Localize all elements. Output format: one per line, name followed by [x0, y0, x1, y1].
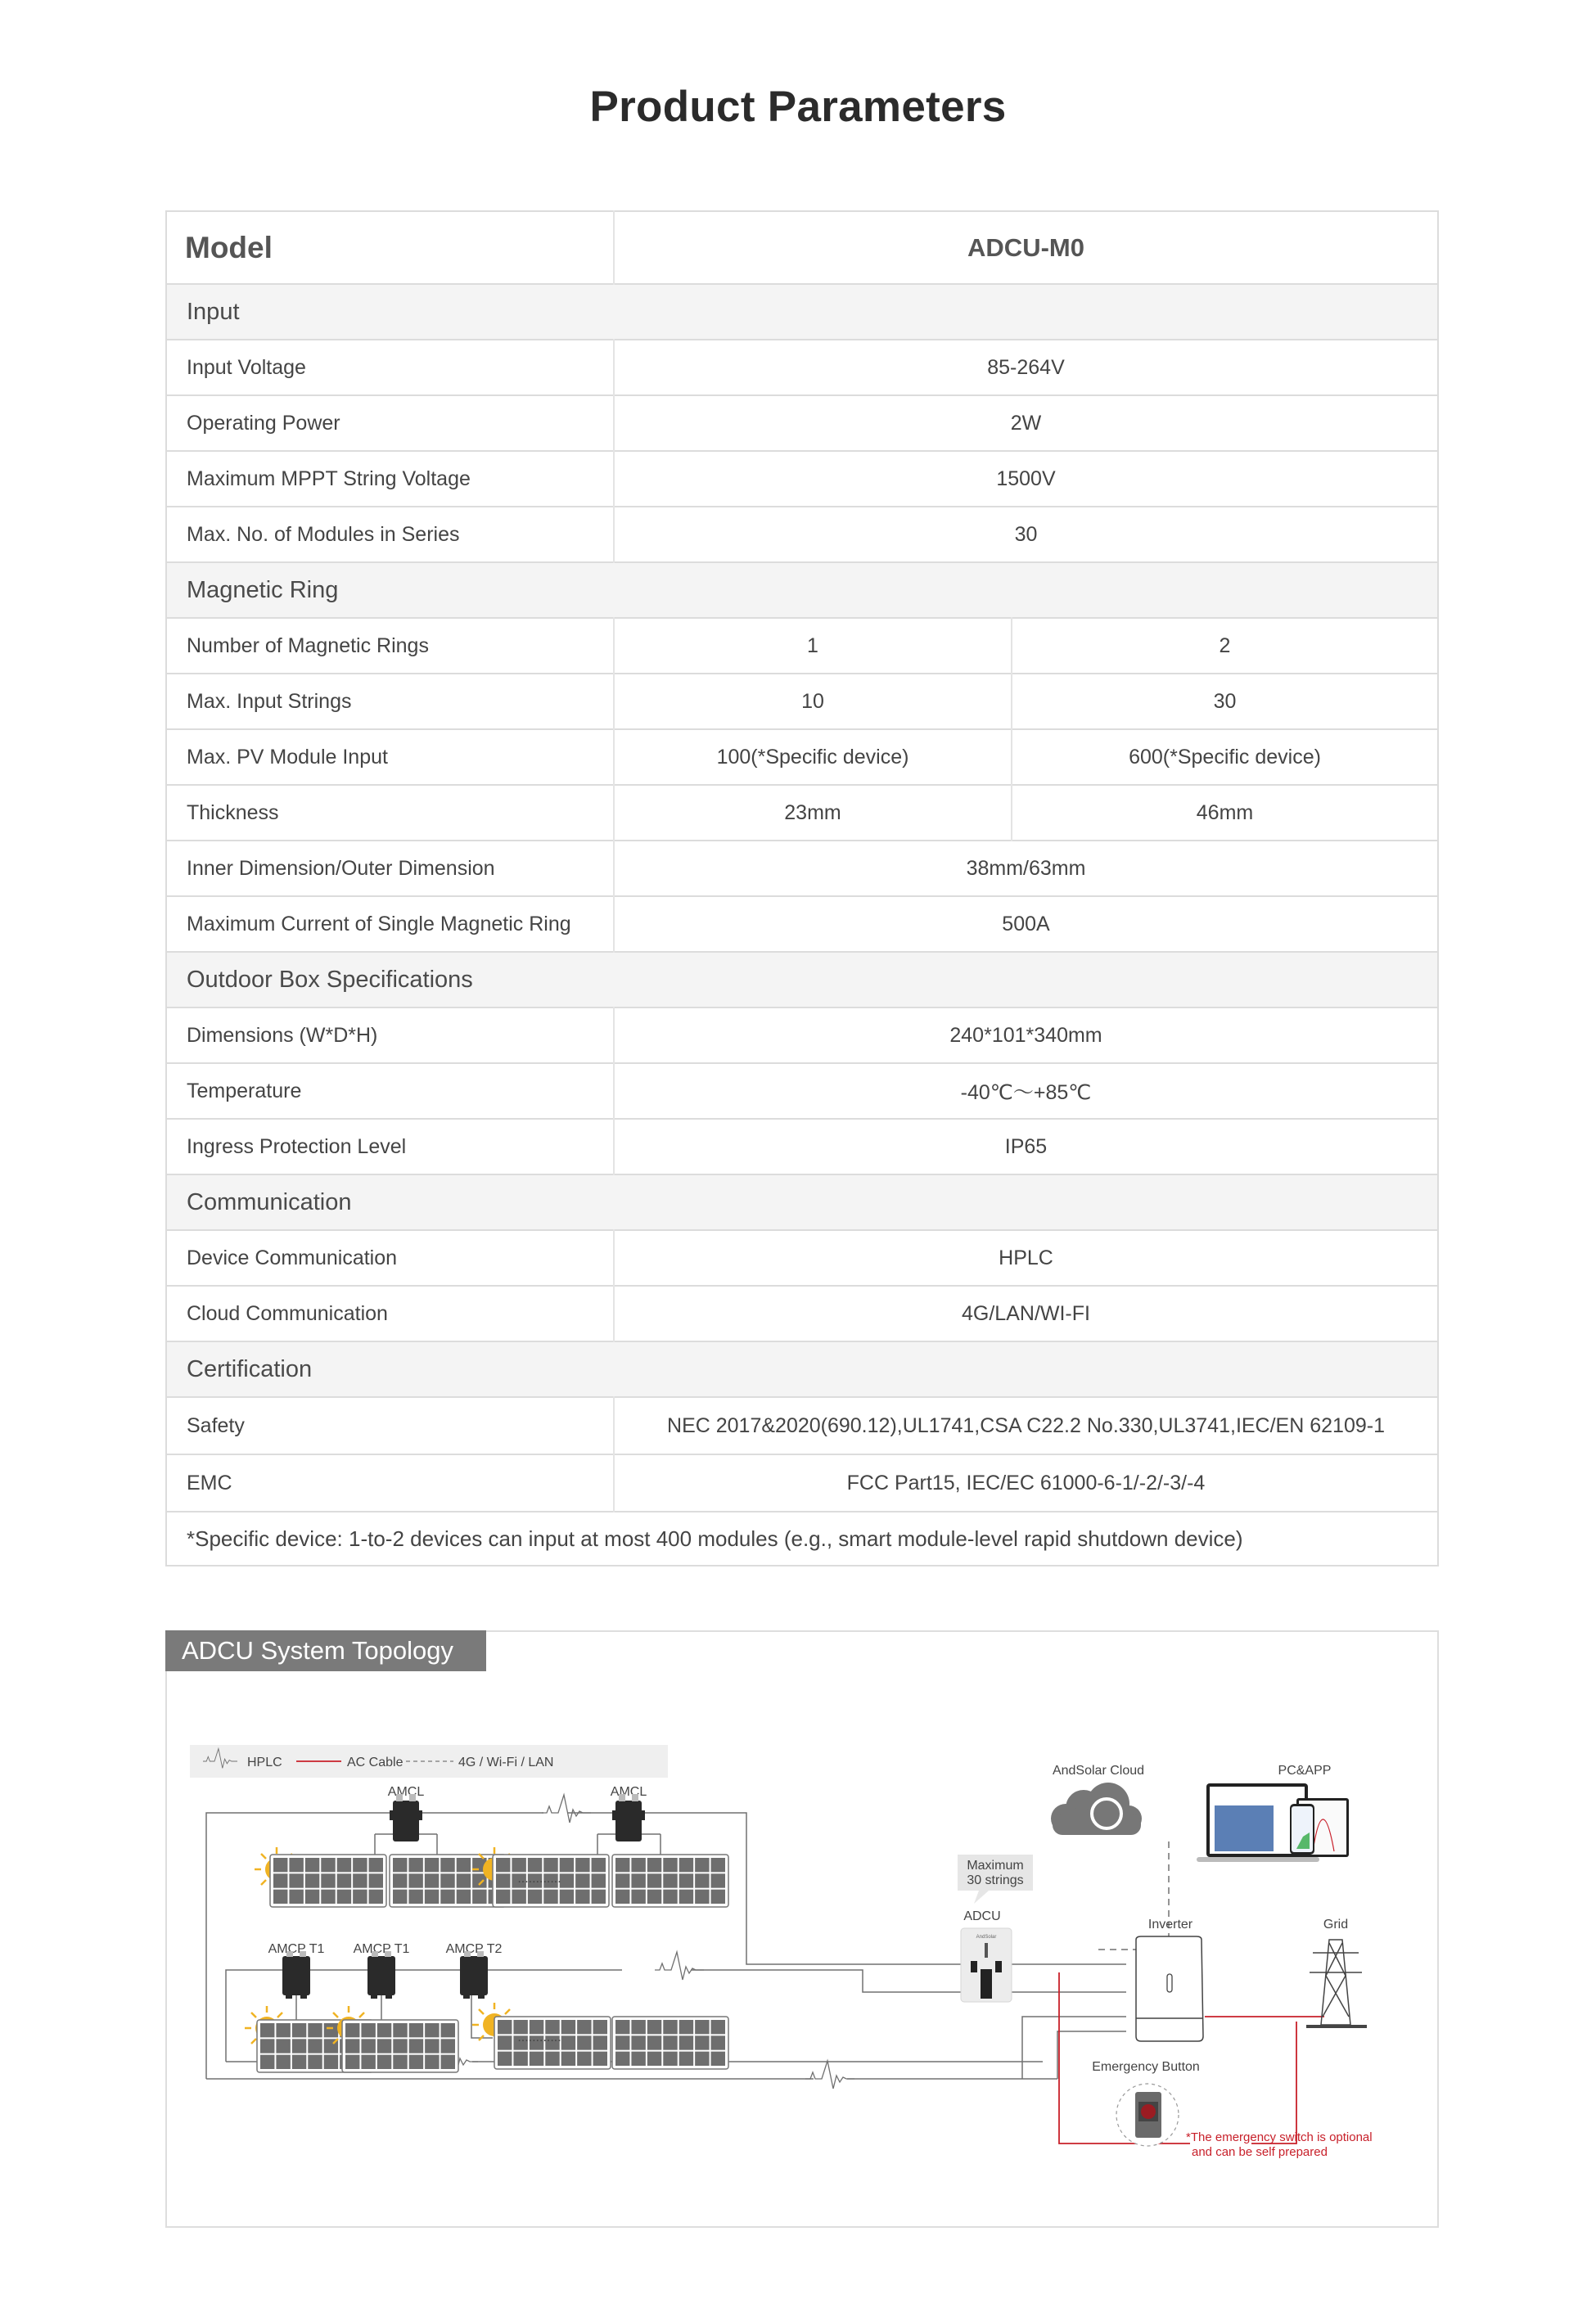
- model-value: ADCU-M0: [967, 232, 1084, 262]
- row-label: Operating Power: [166, 395, 614, 451]
- footnote: *Specific device: 1-to-2 devices can input at most 400 modules (e.g., smart module-level rapid shutdown device): [166, 1512, 1438, 1566]
- row-value: 85-264V: [614, 340, 1438, 395]
- section-certification: [166, 1341, 1438, 1397]
- row-label: Maximum MPPT String Voltage: [166, 451, 614, 507]
- emergency-note-line-1: *The emergency switch is optional: [1186, 2130, 1373, 2144]
- laptop-phone-icon: [1197, 1783, 1349, 1862]
- table-row: [166, 1063, 1438, 1119]
- page-title: Product Parameters: [589, 83, 1007, 131]
- section-input: [166, 284, 1438, 340]
- adcu-brand: AndSolar: [976, 1935, 997, 1940]
- inverter-device: [1136, 1936, 1203, 2041]
- solar-panel-icon: [342, 2020, 458, 2072]
- row-label: Max. PV Module Input: [166, 729, 614, 785]
- topology-panel: [165, 1630, 1439, 2228]
- row-label: Max. No. of Modules in Series: [166, 507, 614, 562]
- table-row: [166, 507, 1438, 562]
- row-label: Ingress Protection Level: [166, 1119, 614, 1174]
- callout-line-1: Maximum: [967, 1859, 1024, 1873]
- row-value-1: 10: [614, 674, 1012, 729]
- topology-title: ADCU System Topology: [165, 1630, 486, 1671]
- row-label: Safety: [166, 1397, 614, 1454]
- row-label: Input Voltage: [166, 340, 614, 395]
- row-value: 30: [614, 507, 1438, 562]
- row-value: 500A: [614, 896, 1438, 952]
- amcl-1: [388, 1785, 425, 1841]
- row-value: -40℃～+85℃: [614, 1063, 1438, 1119]
- section-title: Communication: [166, 1174, 1438, 1230]
- grid-tower-icon: [1306, 1940, 1367, 2026]
- row-value-1: 23mm: [614, 785, 1012, 841]
- ellipsis-bottom: ............: [517, 2031, 561, 2044]
- row-value: 1500V: [614, 451, 1438, 507]
- table-row: [166, 785, 1438, 841]
- grid-label: Grid: [1323, 1918, 1349, 1932]
- row-label: Dimensions (W*D*H): [166, 1008, 614, 1063]
- table-row: [166, 618, 1438, 674]
- row-label: Maximum Current of Single Magnetic Ring: [166, 896, 614, 952]
- legend-wireless: 4G / Wi-Fi / LAN: [458, 1756, 554, 1769]
- section-title: Outdoor Box Specifications: [166, 952, 1438, 1008]
- ellipsis-top: ............: [517, 1872, 561, 1886]
- legend: [190, 1745, 668, 1778]
- row-label: Temperature: [166, 1063, 614, 1119]
- row-value-2: 30: [1012, 674, 1438, 729]
- table-row: [166, 451, 1438, 507]
- table-row: [166, 674, 1438, 729]
- legend-ac-cable: AC Cable: [347, 1756, 404, 1769]
- row-label: Device Communication: [166, 1230, 614, 1286]
- row-value: HPLC: [614, 1230, 1438, 1286]
- inverter-label: Inverter: [1147, 1918, 1193, 1932]
- section-title: Certification: [166, 1341, 1438, 1397]
- table-row: [166, 896, 1438, 952]
- model-row: [166, 211, 1438, 284]
- row-label: Max. Input Strings: [166, 674, 614, 729]
- row-value: IP65: [614, 1119, 1438, 1174]
- max-strings-callout: [958, 1855, 1033, 1904]
- section-outdoor-box: [166, 952, 1438, 1008]
- adcu-label: ADCU: [963, 1909, 1001, 1923]
- table-row: [166, 1397, 1438, 1454]
- solar-panel-icon: [270, 1855, 386, 1907]
- table-row: [166, 1008, 1438, 1063]
- amcp-3-label: AMCP T2: [445, 1942, 503, 1956]
- row-value: 38mm/63mm: [614, 841, 1438, 896]
- footnote-row: [166, 1512, 1438, 1566]
- section-title: Input: [166, 284, 1438, 340]
- table-row: [166, 1230, 1438, 1286]
- row-value-2: 2: [1012, 618, 1438, 674]
- row-value: 4G/LAN/WI-FI: [614, 1286, 1438, 1341]
- table-row: [166, 395, 1438, 451]
- emergency-note-line-2: and can be self prepared: [1192, 2145, 1328, 2159]
- row-label: EMC: [166, 1454, 614, 1512]
- amcl-1-label: AMCL: [387, 1785, 425, 1799]
- amcl-2: [611, 1785, 647, 1841]
- section-magnetic-ring: [166, 562, 1438, 618]
- row-value-1: 100(*Specific device): [614, 729, 1012, 785]
- amcl-2-label: AMCL: [610, 1785, 647, 1799]
- row-label: Thickness: [166, 785, 614, 841]
- pc-app-label: PC&APP: [1278, 1764, 1332, 1778]
- table-row: [166, 1454, 1438, 1512]
- row-value-2: 600(*Specific device): [1012, 729, 1438, 785]
- table-row: [166, 1286, 1438, 1341]
- model-label: Model: [166, 211, 614, 284]
- row-label: Inner Dimension/Outer Dimension: [166, 841, 614, 896]
- adcu-device: [961, 1928, 1012, 2002]
- section-title: Magnetic Ring: [166, 562, 1438, 618]
- solar-panel-icon: [612, 2017, 728, 2069]
- spec-table: [165, 210, 1439, 1566]
- solar-panel-icon: [612, 1855, 728, 1907]
- amcp-2-label: AMCP T1: [353, 1942, 410, 1956]
- row-value-1: 1: [614, 618, 1012, 674]
- legend-hplc: HPLC: [247, 1756, 282, 1769]
- row-value: 2W: [614, 395, 1438, 451]
- table-row: [166, 1119, 1438, 1174]
- emergency-button-icon[interactable]: [1116, 2084, 1179, 2146]
- amcp-1-label: AMCP T1: [268, 1942, 325, 1956]
- table-row: [166, 340, 1438, 395]
- cloud-icon: [1051, 1783, 1142, 1835]
- section-communication: [166, 1174, 1438, 1230]
- table-row: [166, 841, 1438, 896]
- cloud-label: AndSolar Cloud: [1052, 1764, 1145, 1778]
- table-row: [166, 729, 1438, 785]
- row-value-2: 46mm: [1012, 785, 1438, 841]
- row-value: NEC 2017&2020(690.12),UL1741,CSA C22.2 No.330,UL3741,IEC/EN 62109-1: [614, 1397, 1438, 1454]
- row-value: FCC Part15, IEC/EC 61000-6-1/-2/-3/-4: [614, 1454, 1438, 1512]
- topology-diagram: [167, 1632, 1440, 2229]
- callout-line-2: 30 strings: [967, 1873, 1024, 1887]
- row-label: Cloud Communication: [166, 1286, 614, 1341]
- row-label: Number of Magnetic Rings: [166, 618, 614, 674]
- emergency-label: Emergency Button: [1092, 2060, 1200, 2074]
- row-value: 240*101*340mm: [614, 1008, 1438, 1063]
